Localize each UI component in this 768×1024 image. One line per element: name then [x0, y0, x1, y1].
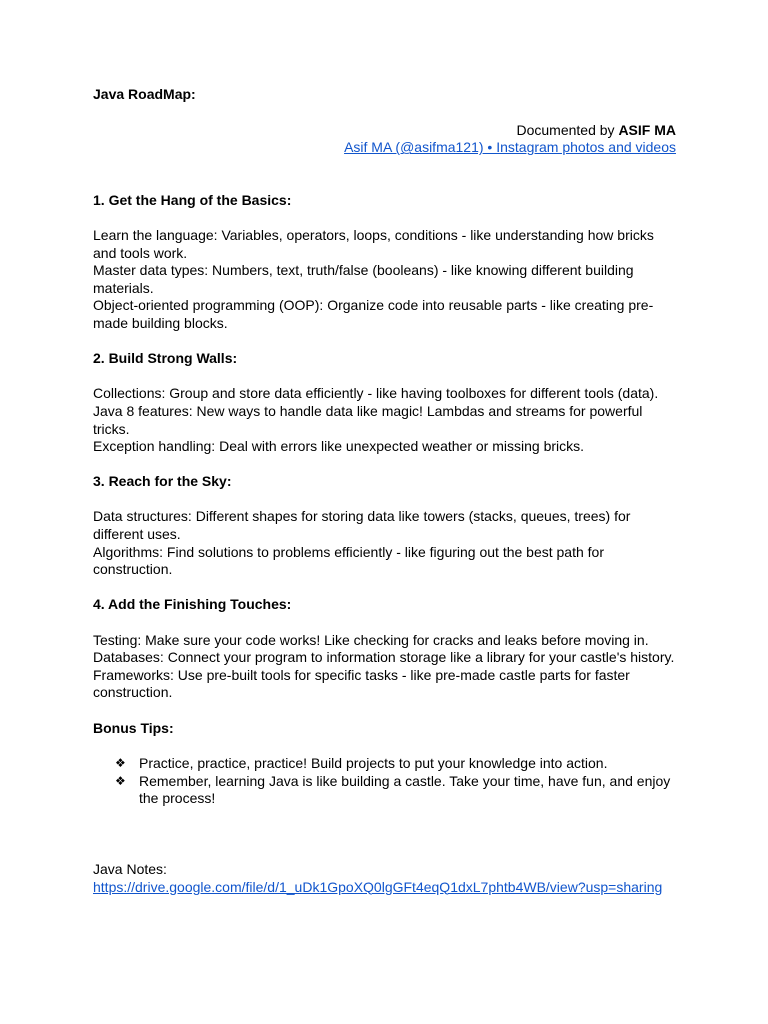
section-1-line-2: Master data types: Numbers, text, truth/false (booleans) - like knowing different building materials.	[93, 262, 634, 296]
notes-block	[93, 861, 676, 896]
section-2-heading: 2. Build Strong Walls:	[93, 350, 238, 367]
section-3-line-1: Data structures: Different shapes for storing data like towers (stacks, queues, trees) for different uses.	[93, 508, 631, 543]
instagram-link[interactable]: Asif MA (@asifma121) • Instagram photos and videos	[344, 139, 676, 156]
section-4-heading: 4. Add the Finishing Touches:	[93, 596, 292, 613]
byline-author: ASIF MA	[618, 121, 676, 138]
section-4-line-1: Testing: Make sure your code works! Like checking for cracks and leaks before moving in.	[93, 631, 649, 648]
bonus-tip-text: Remember, learning Java is like building a castle. Take your time, have fun, and enjoy the process!	[139, 772, 671, 807]
diamond-bullet-icon: ❖	[115, 756, 126, 771]
section-4-line-2: Databases: Connect your program to information storage like a library for your castle's history.	[93, 649, 675, 666]
list-item	[93, 755, 676, 773]
bonus-tips-list	[93, 755, 676, 808]
section-2-line-2: Java 8 features: New ways to handle data like magic! Lambdas and streams for powerful tricks.	[93, 402, 643, 437]
section-2-line-1: Collections: Group and store data efficiently - like having toolboxes for different tools (data).	[93, 385, 659, 402]
document-body	[93, 86, 676, 896]
list-item	[93, 773, 676, 808]
section-4-line-3: Frameworks: Use pre-built tools for specific tasks - like pre-made castle parts for faster construction.	[93, 666, 630, 701]
section-1-line-1: Learn the language: Variables, operators, loops, conditions - like understanding how bricks and tools work.	[93, 226, 654, 261]
document-title: Java RoadMap:	[93, 86, 196, 102]
diamond-bullet-icon: ❖	[115, 773, 126, 788]
section-1-line-3: Object-oriented programming (OOP): Organize code into reusable parts - like creating pre-made building blocks.	[93, 297, 654, 331]
byline	[93, 122, 676, 140]
section-2-line-3: Exception handling: Deal with errors like unexpected weather or missing bricks.	[93, 438, 585, 455]
section-3-heading: 3. Reach for the Sky:	[93, 473, 232, 490]
section-1-heading: 1. Get the Hang of the Basics:	[93, 191, 292, 208]
drive-notes-link[interactable]: https://drive.google.com/file/d/1_uDk1GpoXQ0lgGFt4eqQ1dxL7phtb4WB/view?usp=sharing	[93, 878, 663, 895]
byline-prefix: Documented by	[516, 121, 619, 138]
bonus-tip-text: Practice, practice, practice! Build projects to put your knowledge into action.	[139, 755, 608, 772]
bonus-heading: Bonus Tips:	[93, 719, 174, 736]
section-3-line-2: Algorithms: Find solutions to problems efficiently - like figuring out the best path for construction.	[93, 543, 604, 578]
notes-label: Java Notes:	[93, 860, 167, 877]
